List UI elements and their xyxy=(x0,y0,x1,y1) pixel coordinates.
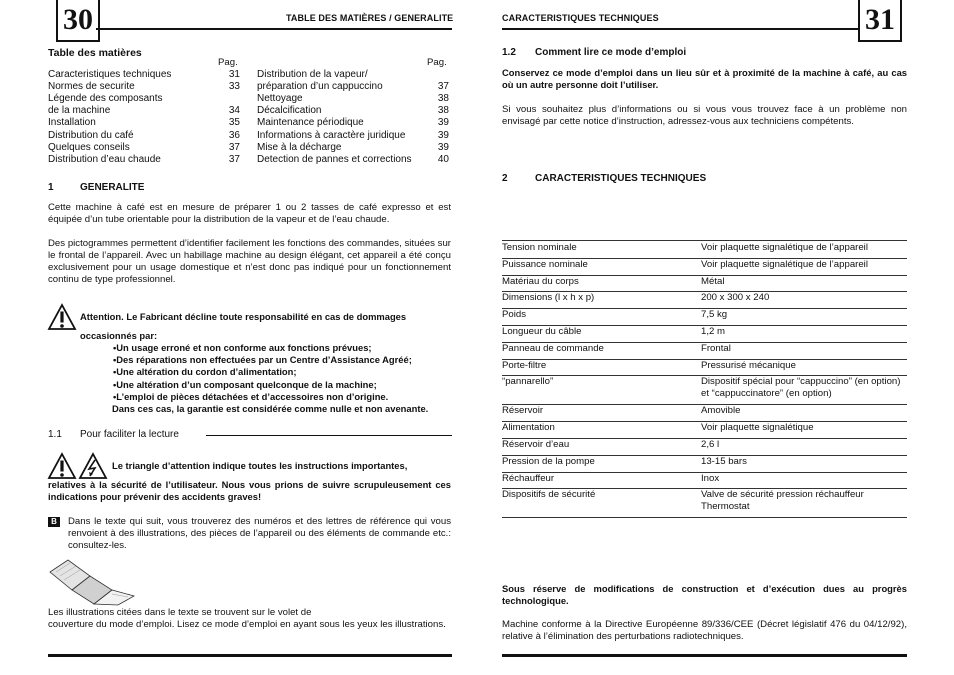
toc-item-label: Normes de securite xyxy=(48,81,135,93)
warning-triangle-icon-2 xyxy=(47,452,77,480)
toc-item-label: Distribution de la vapeur/ xyxy=(257,69,368,80)
spec-value: Dispositif spécial pour “cappuccino” (en option) et “cappuccinatore” (en option) xyxy=(701,376,901,400)
toc-item-page: 37 xyxy=(228,141,240,153)
section-1-2-para: Si vous souhaitez plus d’informations ou si vous vous trouvez face à un problème non envisagé par cette notice d’instruction, adressez-vous aux techniciens compétents. xyxy=(502,104,907,127)
spec-value: 2,6 l xyxy=(701,439,720,450)
spec-row xyxy=(502,375,907,405)
spec-key: Réservoir d’eau xyxy=(502,439,570,450)
attention-line-2: occasionnés par: xyxy=(80,330,158,341)
footer-rule-left xyxy=(48,654,452,657)
toc-item-label: Mise à la décharge xyxy=(257,141,342,153)
spec-row xyxy=(502,404,907,422)
reference-b-badge: B xyxy=(48,517,60,527)
spec-key: Pression de la pompe xyxy=(502,455,595,467)
attention-bullet: •Des réparations non effectuées par un Centre d’Assistance Agréé; xyxy=(113,354,412,366)
toc-item-page: 31 xyxy=(228,69,240,80)
spec-key: Panneau de commande xyxy=(502,342,604,354)
toc-item-label: Distribution du café xyxy=(48,129,134,141)
toc-item-label: Installation xyxy=(48,117,96,129)
toc-item-label: préparation d’un cappuccino xyxy=(257,81,383,93)
section-1-1-title: Pour faciliter la lecture xyxy=(80,429,179,440)
spec-row xyxy=(502,455,907,473)
toc-item-label: Informations à caractère juridique xyxy=(257,129,406,141)
header-rule-left xyxy=(96,28,452,30)
spec-value: Voir plaquette signalétique de l’appareil xyxy=(701,242,868,253)
attention-bullet-list xyxy=(113,342,412,403)
attention-bullet: •Une altération d’un composant quelconque de la machine; xyxy=(113,378,377,390)
section-1-2-title: Comment lire ce mode d’emploi xyxy=(535,47,687,58)
toc-item-page: 33 xyxy=(228,81,240,93)
section-1-para-1: Cette machine à café est en mesure de préparer 1 ou 2 tasses de café expresso et est équipée d’un tube orientable pour la distribution de la vapeur et de l’eau chaude. xyxy=(48,202,451,225)
spec-key: Réchauffeur xyxy=(502,472,555,484)
toc-item-label: de la machine xyxy=(48,105,111,117)
header-title-right: CARACTERISTIQUES TECHNIQUES xyxy=(502,13,659,23)
spec-key: Alimentation xyxy=(502,422,555,434)
page-number-left: 30 xyxy=(56,0,100,42)
section-1-2-number: 1.2 xyxy=(502,47,516,58)
section-1-1-number: 1.1 xyxy=(48,429,62,440)
spec-key: Tension nominale xyxy=(502,242,577,253)
toc-item-page: 37 xyxy=(437,81,449,93)
spec-row xyxy=(502,438,907,456)
toc-item-page: 35 xyxy=(228,117,240,129)
spec-row xyxy=(502,291,907,309)
spec-key: Dispositifs de sécurité xyxy=(502,489,596,501)
toc-item-page: 39 xyxy=(437,129,449,141)
spec-row xyxy=(502,342,907,360)
spec-row xyxy=(502,472,907,490)
header-title-left: TABLE DES MATIÈRES / GENERALITE xyxy=(286,13,454,23)
toc-item-label: Caracteristiques techniques xyxy=(48,69,172,80)
spec-value: Voir plaquette signalétique xyxy=(701,422,814,434)
spec-row xyxy=(502,241,907,259)
section-2-number: 2 xyxy=(502,173,508,184)
toc-item-label: Detection de pannes et corrections xyxy=(257,153,412,165)
attention-bullet: •Un usage erroné et non conforme aux fonctions prévues; xyxy=(113,342,372,353)
directive-notice: Machine conforme à la Directive Européenne 89/336/CEE (Décret législatif 476 du 04/12/92), relative à l’élimination des perturbations radiotechniques. xyxy=(502,619,907,642)
toc-item-page: 40 xyxy=(437,153,449,165)
section-1-number: 1 xyxy=(48,182,54,193)
section-2-title: CARACTERISTIQUES TECHNIQUES xyxy=(535,173,707,184)
spec-row xyxy=(502,421,907,439)
spec-row xyxy=(502,258,907,276)
spec-value: Inox xyxy=(701,472,720,484)
spec-value: Amovible xyxy=(701,405,741,417)
spec-value: Valve de sécurité pression réchauffeur Thermostat xyxy=(701,489,864,513)
toc-item-label: Légende des composants xyxy=(48,93,163,105)
spec-value: Métal xyxy=(701,275,725,287)
toc-item-page: 39 xyxy=(437,141,449,153)
spec-value: Frontal xyxy=(701,342,731,354)
spec-key: Longueur du câble xyxy=(502,326,582,337)
spec-value: Pressurisé mécanique xyxy=(701,359,796,371)
spec-key: Matériau du corps xyxy=(502,275,579,287)
spec-value: 7,5 kg xyxy=(701,309,728,321)
spec-row xyxy=(502,488,907,518)
spec-row xyxy=(502,359,907,377)
warning-triangle-icon xyxy=(47,303,77,331)
section-1-2-bold-para: Conservez ce mode d’emploi dans un lieu sûr et à proximité de la machine à café, au cas où un autre personne doit l’utiliser. xyxy=(502,67,907,91)
fold-out-cover-illustration xyxy=(48,558,138,606)
spec-key: Puissance nominale xyxy=(502,258,588,270)
toc-item-page: 37 xyxy=(228,153,240,165)
toc-item-label: Maintenance périodique xyxy=(257,117,364,129)
toc-item-page: 38 xyxy=(437,105,449,117)
spec-key: Dimensions (l x h x p) xyxy=(502,292,595,304)
toc-item-label: Quelques conseils xyxy=(48,141,130,153)
electrical-hazard-icon xyxy=(78,452,108,480)
toc-item-label: Nettoyage xyxy=(257,93,303,105)
toc-title: Table des matières xyxy=(48,47,142,59)
toc-item-label: Décalcification xyxy=(257,105,322,117)
illustration-note-line-2: couverture du mode d’emploi. Lisez ce mode d’emploi en ayant sous les yeux les illustrations. xyxy=(48,619,446,630)
toc-item-page: 34 xyxy=(228,105,240,117)
section-1-para-2: Des pictogrammes permettent d’identifier facilement les fonctions des commandes, situées sur le frontal de l’appareil. Avec un habillage machine au design élégant, cet appareil a été conçu exclusivement pour un usage domestique et n’est donc pas indiqué pour un fonctionnement continu de type professionnel. xyxy=(48,238,451,285)
spec-row xyxy=(502,275,907,293)
section-1-1-rule xyxy=(206,435,452,436)
spec-key: Poids xyxy=(502,309,526,321)
spec-key: Porte-filtre xyxy=(502,359,547,371)
spec-value: Voir plaquette signalétique de l’appareil xyxy=(701,258,868,270)
spec-key: Réservoir xyxy=(502,405,544,417)
triangle-text-line-1: Le triangle d’attention indique toutes les instructions importantes, xyxy=(112,460,408,471)
toc-item-page: 38 xyxy=(437,93,449,105)
illustration-note-line-1: Les illustrations citées dans le texte se trouvent sur le volet de xyxy=(48,607,312,618)
header-rule-right xyxy=(502,28,858,30)
spec-value: 1,2 m xyxy=(701,326,725,337)
reference-b-text: Dans le texte qui suit, vous trouverez des numéros et des lettres de référence qui vous renvoient à des illustrations, des pièces de l’appareil ou des éléments de commande etc.: consultez-les. xyxy=(68,516,451,551)
footer-rule-right xyxy=(502,654,907,657)
toc-item-page: 39 xyxy=(437,117,449,129)
spec-value: 13-15 bars xyxy=(701,455,747,467)
toc-pag-label-1: Pag. xyxy=(218,57,238,68)
toc-item-label: Distribution d’eau chaude xyxy=(48,153,161,165)
section-1-title: GENERALITE xyxy=(80,182,145,193)
toc-pag-label-2: Pag. xyxy=(427,57,447,68)
toc-item-page: 36 xyxy=(228,129,240,141)
spec-row xyxy=(502,325,907,343)
attention-bullet: •Une altération du cordon d’alimentation; xyxy=(113,366,297,378)
spec-value: 200 x 300 x 240 xyxy=(701,292,770,304)
attention-bullet: •L’emploi de pièces détachées et d’accessoires non d’origine. xyxy=(113,390,389,402)
page-number-right: 31 xyxy=(858,0,902,42)
spec-key: “pannarello” xyxy=(502,376,554,388)
attention-line-1: Attention. Le Fabricant décline toute responsabilité en cas de dommages xyxy=(80,311,407,322)
triangle-text-line-2: relatives à la sécurité de l’utilisateur. Nous vous prions de suivre scrupuleusement ces indications pour prévenir des accidents graves! xyxy=(48,479,451,503)
reserve-notice: Sous réserve de modifications de construction et d’exécution dues au progrès technologique. xyxy=(502,583,907,607)
spec-row xyxy=(502,308,907,326)
attention-closing: Dans ces cas, la garantie est considérée comme nulle et non avenante. xyxy=(112,403,429,414)
